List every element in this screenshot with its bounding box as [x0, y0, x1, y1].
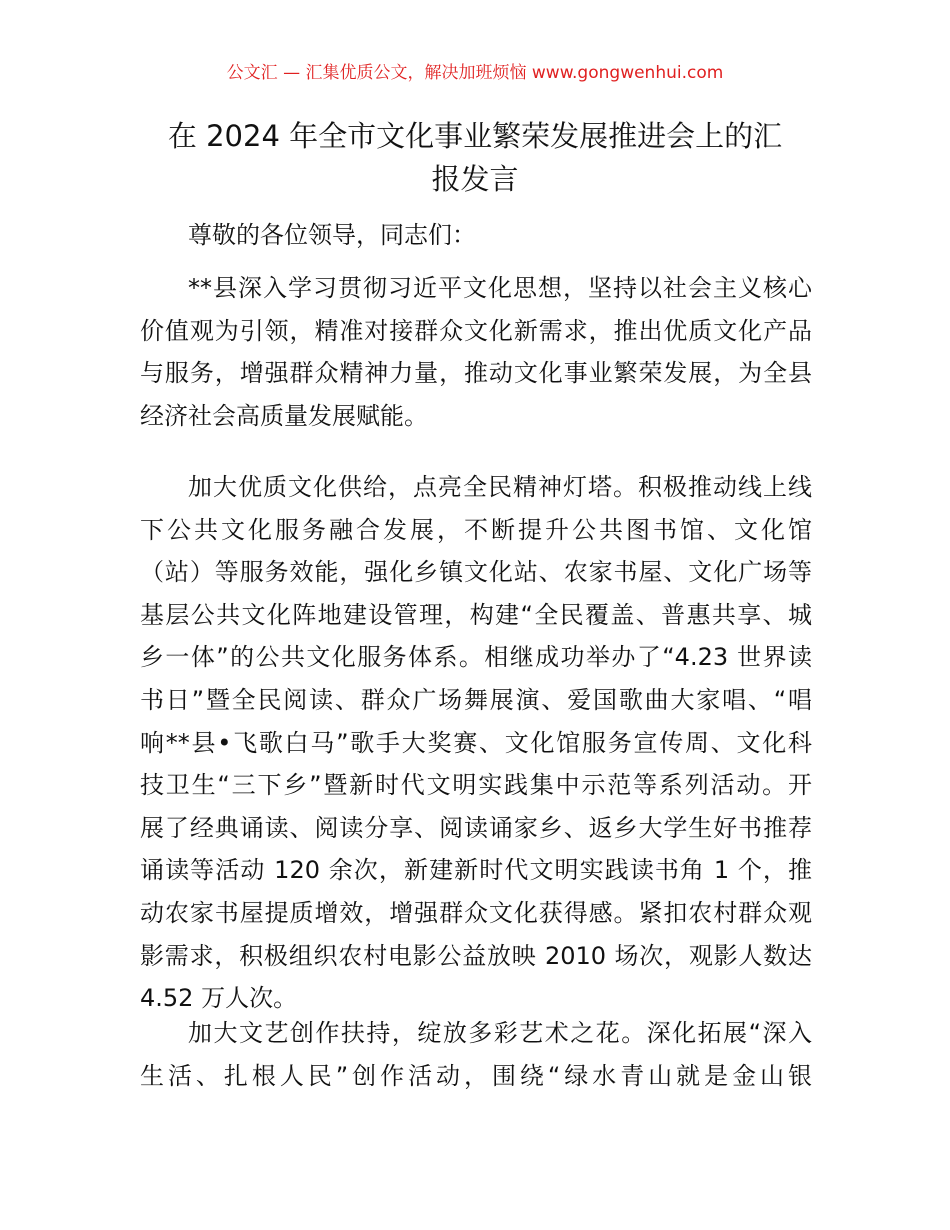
paragraph-line: 影需求，积极组织农村电影公益放映 2010 场次，观影人数达 — [140, 941, 812, 970]
paragraph-line: 加大优质文化供给，点亮全民精神灯塔。积极推动线上线 — [188, 473, 812, 501]
paragraph-line: 动农家书屋提质增效，增强群众文化获得感。紧扣农村群众观 — [140, 898, 812, 927]
paragraph-line: 书日”暨全民阅读、群众广场舞展演、爱国歌曲大家唱、“唱 — [140, 685, 812, 714]
paragraph-line: 乡一体”的公共文化服务体系。相继成功举办了“4.23 世界读 — [140, 643, 812, 672]
paragraph-line: 基层公共文化阵地建设管理，构建“全民覆盖、普惠共享、城 — [140, 600, 812, 629]
paragraph-line: 响**县•飞歌白马”歌手大奖赛、文化馆服务宣传周、文化科 — [140, 728, 812, 757]
title-line-1: 在 2024 年全市文化事业繁荣发展推进会上的汇 — [167, 119, 783, 153]
title-line-2: 报发言 — [431, 162, 519, 196]
paragraph-line: 加大文艺创作扶持，绽放多彩艺术之花。深化拓展“深入 — [188, 1019, 812, 1047]
paragraph-2 — [140, 466, 812, 1020]
paragraph-line: 4.52 万人次。 — [140, 984, 298, 1013]
paragraph-line: 经济社会高质量发展赋能。 — [140, 401, 428, 430]
salutation-text: 尊敬的各位领导，同志们： — [188, 221, 476, 249]
paragraph-1 — [140, 267, 812, 437]
site-banner: 公文汇 — 汇集优质公文，解决加班烦恼 www.gongwenhui.com — [226, 63, 724, 83]
paragraph-line: 诵读等活动 120 余次，新建新时代文明实践读书角 1 个，推 — [140, 856, 812, 885]
paragraph-line: （站）等服务效能，强化乡镇文化站、农家书屋、文化广场等 — [140, 558, 812, 587]
paragraph-line: 展了经典诵读、阅读分享、阅读诵家乡、返乡大学生好书推荐 — [140, 813, 812, 842]
paragraph-line: 下公共文化服务融合发展，不断提升公共图书馆、文化馆 — [140, 515, 812, 544]
paragraph-line: 技卫生“三下乡”暨新时代文明实践集中示范等系列活动。开 — [140, 771, 812, 800]
paragraph-line: 与服务，增强群众精神力量，推动文化事业繁荣发展，为全县 — [140, 359, 812, 388]
paragraph-line: **县深入学习贯彻习近平文化思想，坚持以社会主义核心 — [188, 274, 812, 302]
salutation — [140, 214, 812, 257]
document-title — [120, 115, 830, 201]
paragraph-line: 生活、扎根人民”创作活动，围绕“绿水青山就是金山银 — [140, 1061, 812, 1090]
paragraph-line: 价值观为引领，精准对接群众文化新需求，推出优质文化产品 — [140, 316, 812, 345]
paragraph-3 — [140, 1012, 812, 1097]
